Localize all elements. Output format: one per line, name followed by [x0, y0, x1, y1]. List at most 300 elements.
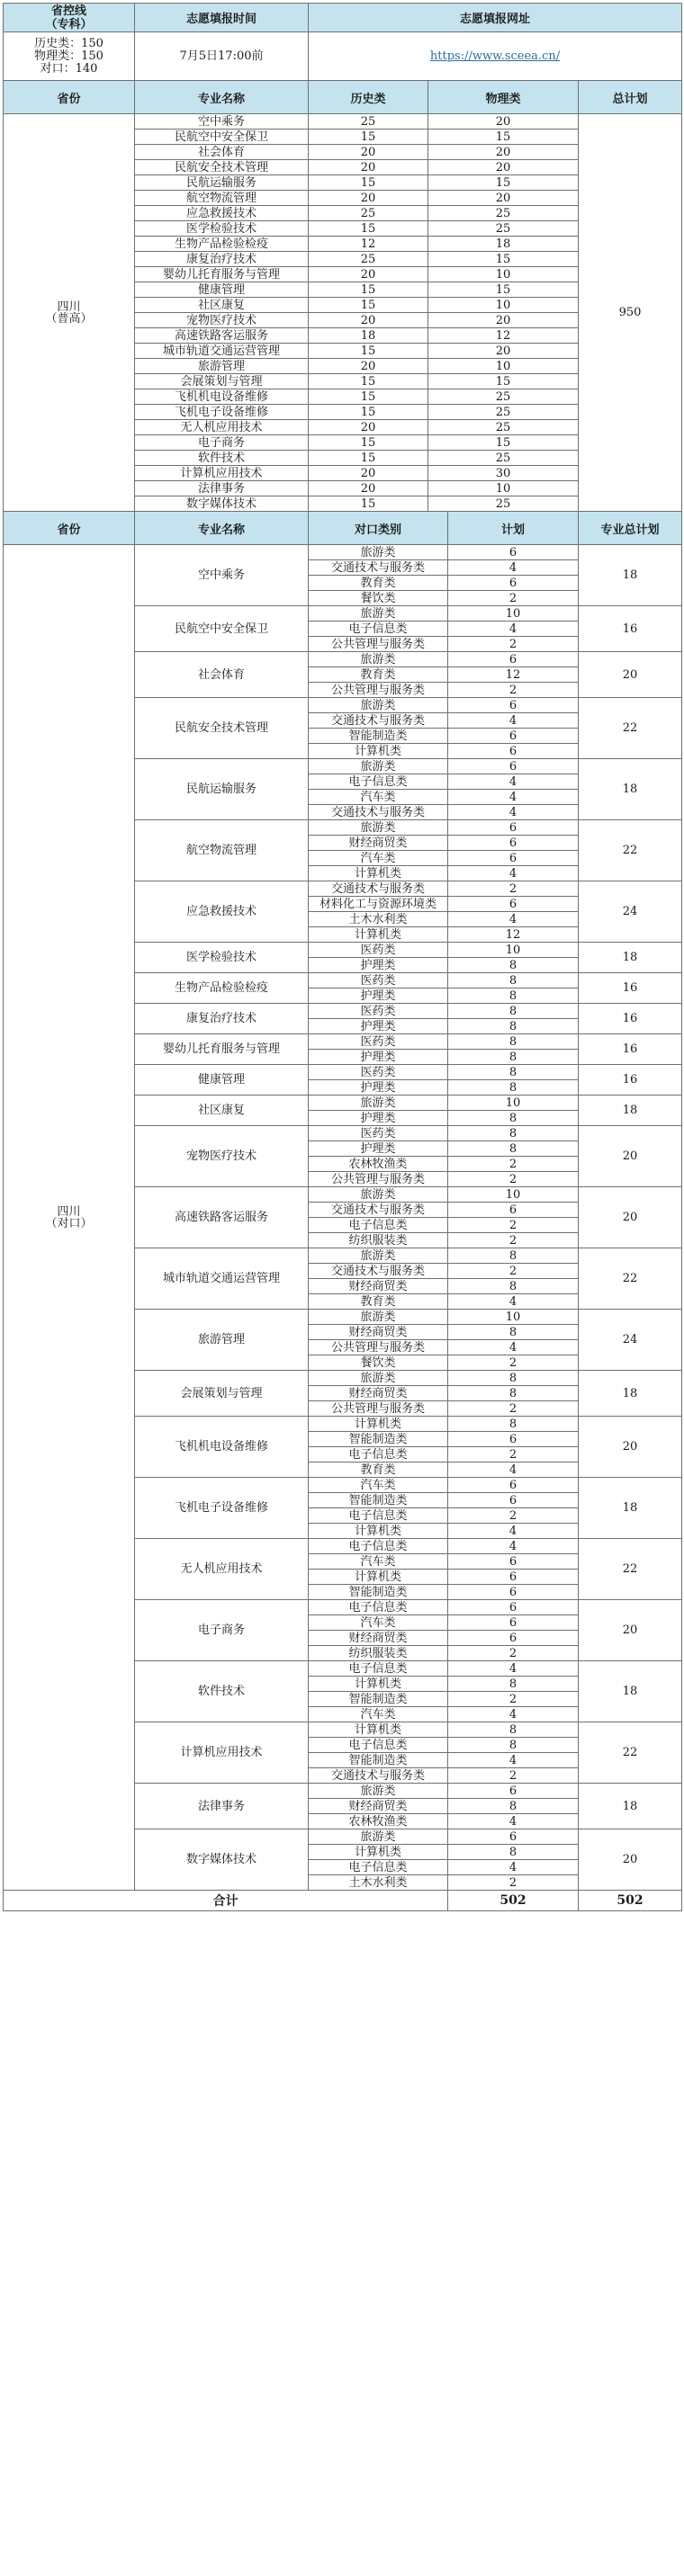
physics-quota: 10: [428, 298, 579, 313]
physics-quota: 15: [428, 435, 579, 451]
major-name: 旅游管理: [135, 1310, 309, 1371]
table-row: [4, 545, 682, 560]
history-quota: 15: [309, 389, 428, 405]
major-name: 健康管理: [135, 282, 309, 298]
major-name: 电子商务: [135, 1600, 309, 1661]
major-name: 会展策划与管理: [135, 1371, 309, 1417]
plan-cell: 4: [448, 912, 579, 927]
physics-quota: 15: [428, 252, 579, 267]
category-cell: 电子信息类: [309, 774, 448, 790]
history-quota: 15: [309, 374, 428, 389]
plan-cell: 6: [448, 729, 579, 744]
major-name: 城市轨道交通运营管理: [135, 1248, 309, 1310]
fill-url-link[interactable]: [309, 32, 682, 81]
history-quota: 25: [309, 252, 428, 267]
plan-cell: 4: [448, 1340, 579, 1355]
major-name: 康复治疗技术: [135, 1004, 309, 1034]
category-cell: 计算机类: [309, 1677, 448, 1692]
category-cell: 医药类: [309, 1034, 448, 1050]
category-cell: 护理类: [309, 1080, 448, 1096]
category-cell: 智能制造类: [309, 1753, 448, 1768]
history-quota: 25: [309, 114, 428, 130]
category-cell: 电子信息类: [309, 1539, 448, 1554]
category-cell: 医药类: [309, 1004, 448, 1019]
province-cell: 四川 （普高）: [4, 114, 135, 512]
major-name: 高速铁路客运服务: [135, 1187, 309, 1248]
plan-cell: 6: [448, 851, 579, 866]
major-name: 应急救援技术: [135, 206, 309, 221]
plan-cell: 10: [448, 943, 579, 958]
total-plan-cell: 950: [579, 114, 682, 512]
plan-cell: 4: [448, 774, 579, 790]
physics-quota: 15: [428, 175, 579, 191]
history-quota: 20: [309, 420, 428, 435]
footer-label: 合计: [4, 1891, 448, 1911]
major-name: 电子商务: [135, 435, 309, 451]
plan-cell: 8: [448, 1126, 579, 1141]
plan-cell: 8: [448, 1738, 579, 1753]
history-quota: 20: [309, 481, 428, 496]
major-total-cell: 18: [579, 759, 682, 820]
category-cell: 计算机类: [309, 1845, 448, 1860]
physics-quota: 20: [428, 145, 579, 160]
category-cell: 土木水利类: [309, 1875, 448, 1891]
history-quota: 15: [309, 451, 428, 466]
category-cell: 公共管理与服务类: [309, 1340, 448, 1355]
plan-cell: 2: [448, 1401, 579, 1417]
category-cell: 交通技术与服务类: [309, 1264, 448, 1279]
major-name: 康复治疗技术: [135, 252, 309, 267]
physics-quota: 25: [428, 420, 579, 435]
major-name: 民航空中安全保卫: [135, 130, 309, 145]
major-name: 航空物流管理: [135, 191, 309, 206]
plan-cell: 8: [448, 1722, 579, 1738]
major-name: 宠物医疗技术: [135, 1126, 309, 1187]
major-total-cell: 24: [579, 881, 682, 943]
major-name: 旅游管理: [135, 359, 309, 374]
major-name: 医学检验技术: [135, 943, 309, 973]
category-cell: 交通技术与服务类: [309, 805, 448, 820]
major-name: 飞机机电设备维修: [135, 1417, 309, 1478]
physics-quota: 25: [428, 496, 579, 512]
vocational-header-row: [4, 512, 682, 545]
history-quota: 20: [309, 160, 428, 175]
category-cell: 医药类: [309, 973, 448, 988]
plan-cell: 2: [448, 1264, 579, 1279]
major-total-cell: 22: [579, 1248, 682, 1310]
category-cell: 汽车类: [309, 851, 448, 866]
header-category: 对口类别: [309, 512, 448, 545]
category-cell: 电子信息类: [309, 1860, 448, 1875]
plan-cell: 4: [448, 1294, 579, 1310]
category-cell: 教育类: [309, 667, 448, 683]
category-cell: 电子信息类: [309, 622, 448, 637]
plan-cell: 4: [448, 1524, 579, 1539]
major-total-cell: 22: [579, 1722, 682, 1784]
major-name: 空中乘务: [135, 545, 309, 606]
header-total-plan: 总计划: [579, 81, 682, 114]
category-cell: 护理类: [309, 1141, 448, 1157]
header-physics: 物理类: [428, 81, 579, 114]
category-cell: 计算机类: [309, 866, 448, 881]
category-cell: 农林牧渔类: [309, 1157, 448, 1172]
category-cell: 护理类: [309, 1111, 448, 1126]
plan-cell: 2: [448, 1233, 579, 1248]
plan-cell: 8: [448, 1080, 579, 1096]
physics-quota: 25: [428, 221, 579, 237]
major-total-cell: 18: [579, 1661, 682, 1722]
major-name: 民航安全技术管理: [135, 698, 309, 759]
plan-cell: 2: [448, 1172, 579, 1187]
plan-cell: 2: [448, 1355, 579, 1371]
table-row: [4, 114, 682, 130]
category-cell: 餐饮类: [309, 591, 448, 606]
category-cell: 护理类: [309, 988, 448, 1004]
category-cell: 电子信息类: [309, 1218, 448, 1233]
plan-cell: 6: [448, 1203, 579, 1218]
major-name: 软件技术: [135, 451, 309, 466]
major-name: 飞机电子设备维修: [135, 405, 309, 420]
category-cell: 旅游类: [309, 606, 448, 622]
category-cell: 餐饮类: [309, 1355, 448, 1371]
history-quota: 15: [309, 435, 428, 451]
category-cell: 计算机类: [309, 1524, 448, 1539]
category-cell: 交通技术与服务类: [309, 560, 448, 576]
plan-cell: 4: [448, 1661, 579, 1677]
plan-cell: 4: [448, 560, 579, 576]
plan-cell: 2: [448, 637, 579, 652]
major-total-cell: 16: [579, 1065, 682, 1096]
category-cell: 医药类: [309, 1065, 448, 1080]
physics-quota: 15: [428, 374, 579, 389]
category-cell: 护理类: [309, 1050, 448, 1065]
category-cell: 旅游类: [309, 1829, 448, 1845]
category-cell: 智能制造类: [309, 729, 448, 744]
plan-cell: 6: [448, 897, 579, 912]
plan-cell: 8: [448, 1677, 579, 1692]
category-cell: 护理类: [309, 1019, 448, 1034]
category-cell: 医药类: [309, 1126, 448, 1141]
plan-cell: 6: [448, 1554, 579, 1570]
history-quota: 15: [309, 221, 428, 237]
major-name: 宠物医疗技术: [135, 313, 309, 328]
header-major-total-plan: 专业总计划: [579, 512, 682, 545]
plan-cell: 6: [448, 576, 579, 591]
category-cell: 交通技术与服务类: [309, 881, 448, 897]
major-total-cell: 16: [579, 1034, 682, 1065]
category-cell: 农林牧渔类: [309, 1814, 448, 1829]
plan-cell: 6: [448, 1570, 579, 1585]
category-cell: 交通技术与服务类: [309, 713, 448, 729]
major-total-cell: 18: [579, 1371, 682, 1417]
physics-quota: 18: [428, 237, 579, 252]
plan-cell: 6: [448, 545, 579, 560]
plan-cell: 2: [448, 1218, 579, 1233]
history-quota: 20: [309, 191, 428, 206]
plan-cell: 8: [448, 988, 579, 1004]
header-province: 省份: [4, 81, 135, 114]
plan-cell: 2: [448, 1646, 579, 1661]
plan-cell: 2: [448, 1508, 579, 1524]
category-cell: 汽车类: [309, 1554, 448, 1570]
category-cell: 汽车类: [309, 1478, 448, 1493]
major-name: 计算机应用技术: [135, 1722, 309, 1784]
history-quota: 18: [309, 328, 428, 344]
plan-cell: 8: [448, 1034, 579, 1050]
plan-cell: 4: [448, 1860, 579, 1875]
plan-cell: 8: [448, 1279, 579, 1294]
major-total-cell: 22: [579, 698, 682, 759]
plan-cell: 6: [448, 698, 579, 713]
vocational-plan-table: [3, 511, 682, 1911]
physics-quota: 30: [428, 466, 579, 481]
history-quota: 20: [309, 145, 428, 160]
major-name: 高速铁路客运服务: [135, 328, 309, 344]
major-name: 计算机应用技术: [135, 466, 309, 481]
major-name: 社会体育: [135, 145, 309, 160]
plan-cell: 6: [448, 1600, 579, 1615]
major-name: 无人机应用技术: [135, 1539, 309, 1600]
major-name: 社区康复: [135, 1096, 309, 1126]
header-fill-time: 志愿填报时间: [135, 4, 309, 32]
physics-quota: 20: [428, 191, 579, 206]
summary-table: [3, 3, 682, 81]
major-total-cell: 20: [579, 1126, 682, 1187]
major-name: 社会体育: [135, 652, 309, 698]
plan-cell: 2: [448, 683, 579, 698]
plan-cell: 6: [448, 759, 579, 774]
major-name: 应急救援技术: [135, 881, 309, 943]
category-cell: 汽车类: [309, 790, 448, 805]
major-total-cell: 20: [579, 1417, 682, 1478]
category-cell: 公共管理与服务类: [309, 637, 448, 652]
physics-quota: 20: [428, 160, 579, 175]
url-text[interactable]: https://www.sceea.cn/: [429, 49, 561, 63]
physics-quota: 20: [428, 313, 579, 328]
plan-cell: 8: [448, 1004, 579, 1019]
category-cell: 计算机类: [309, 1722, 448, 1738]
category-cell: 纺织服装类: [309, 1233, 448, 1248]
category-cell: 教育类: [309, 576, 448, 591]
fill-time-value: 7月5日17:00前: [135, 32, 309, 81]
plan-cell: 6: [448, 836, 579, 851]
category-cell: 汽车类: [309, 1707, 448, 1722]
plan-cell: 6: [448, 1478, 579, 1493]
plan-cell: 6: [448, 1631, 579, 1646]
category-cell: 土木水利类: [309, 912, 448, 927]
history-quota: 25: [309, 206, 428, 221]
plan-cell: 6: [448, 1829, 579, 1845]
plan-cell: 10: [448, 1096, 579, 1111]
physics-quota: 15: [428, 282, 579, 298]
major-name: 会展策划与管理: [135, 374, 309, 389]
history-quota: 15: [309, 298, 428, 313]
major-name: 民航运输服务: [135, 175, 309, 191]
major-total-cell: 16: [579, 606, 682, 652]
major-total-cell: 20: [579, 1829, 682, 1891]
general-plan-table: [3, 80, 682, 512]
major-name: 软件技术: [135, 1661, 309, 1722]
category-cell: 财经商贸类: [309, 1631, 448, 1646]
major-name: 民航空中安全保卫: [135, 606, 309, 652]
plan-cell: 6: [448, 1585, 579, 1600]
plan-cell: 8: [448, 1371, 579, 1386]
physics-quota: 10: [428, 267, 579, 282]
category-cell: 智能制造类: [309, 1692, 448, 1707]
physics-quota: 10: [428, 481, 579, 496]
footer-row: [4, 1891, 682, 1911]
major-total-cell: 22: [579, 1539, 682, 1600]
physics-quota: 25: [428, 389, 579, 405]
major-name: 健康管理: [135, 1065, 309, 1096]
physics-quota: 20: [428, 344, 579, 359]
header-major: 专业名称: [135, 512, 309, 545]
category-cell: 智能制造类: [309, 1432, 448, 1447]
plan-cell: 10: [448, 1187, 579, 1203]
control-line-values: 历史类：150 物理类：150 对口：140: [4, 32, 135, 81]
category-cell: 计算机类: [309, 1417, 448, 1432]
plan-cell: 4: [448, 713, 579, 729]
plan-cell: 8: [448, 1050, 579, 1065]
category-cell: 财经商贸类: [309, 1325, 448, 1340]
major-name: 飞机机电设备维修: [135, 389, 309, 405]
plan-cell: 4: [448, 1539, 579, 1554]
physics-quota: 15: [428, 130, 579, 145]
plan-cell: 10: [448, 1310, 579, 1325]
plan-cell: 12: [448, 667, 579, 683]
category-cell: 智能制造类: [309, 1493, 448, 1508]
category-cell: 财经商贸类: [309, 836, 448, 851]
category-cell: 旅游类: [309, 1096, 448, 1111]
header-fill-url: 志愿填报网址: [309, 4, 682, 32]
category-cell: 汽车类: [309, 1615, 448, 1631]
major-total-cell: 22: [579, 820, 682, 881]
plan-cell: 8: [448, 973, 579, 988]
major-name: 数字媒体技术: [135, 496, 309, 512]
plan-cell: 2: [448, 881, 579, 897]
category-cell: 智能制造类: [309, 1585, 448, 1600]
major-name: 空中乘务: [135, 114, 309, 130]
category-cell: 旅游类: [309, 652, 448, 667]
plan-cell: 4: [448, 1753, 579, 1768]
plan-cell: 6: [448, 652, 579, 667]
major-total-cell: 20: [579, 652, 682, 698]
major-name: 无人机应用技术: [135, 420, 309, 435]
plan-cell: 8: [448, 1325, 579, 1340]
major-name: 婴幼儿托育服务与管理: [135, 1034, 309, 1065]
category-cell: 公共管理与服务类: [309, 683, 448, 698]
plan-cell: 8: [448, 958, 579, 973]
category-cell: 计算机类: [309, 927, 448, 943]
plan-cell: 6: [448, 744, 579, 759]
major-name: 医学检验技术: [135, 221, 309, 237]
major-name: 社区康复: [135, 298, 309, 313]
plan-cell: 10: [448, 606, 579, 622]
plan-cell: 2: [448, 1447, 579, 1462]
plan-cell: 4: [448, 1707, 579, 1722]
plan-cell: 4: [448, 622, 579, 637]
history-quota: 15: [309, 496, 428, 512]
header-province: 省份: [4, 512, 135, 545]
plan-cell: 6: [448, 1432, 579, 1447]
major-total-cell: 24: [579, 1310, 682, 1371]
plan-cell: 8: [448, 1386, 579, 1401]
plan-cell: 4: [448, 1814, 579, 1829]
history-quota: 20: [309, 359, 428, 374]
category-cell: 电子信息类: [309, 1661, 448, 1677]
general-header-row: [4, 81, 682, 114]
category-cell: 公共管理与服务类: [309, 1401, 448, 1417]
major-total-cell: 18: [579, 1784, 682, 1829]
major-name: 法律事务: [135, 481, 309, 496]
plan-cell: 8: [448, 1019, 579, 1034]
plan-cell: 8: [448, 1111, 579, 1126]
header-history: 历史类: [309, 81, 428, 114]
category-cell: 旅游类: [309, 1248, 448, 1264]
plan-cell: 6: [448, 1784, 579, 1799]
category-cell: 电子信息类: [309, 1738, 448, 1753]
plan-cell: 4: [448, 805, 579, 820]
major-total-cell: 18: [579, 545, 682, 606]
header-control-line: 省控线 （专科）: [4, 4, 135, 32]
plan-cell: 2: [448, 1692, 579, 1707]
plan-cell: 6: [448, 1615, 579, 1631]
physics-quota: 25: [428, 206, 579, 221]
history-quota: 12: [309, 237, 428, 252]
history-quota: 20: [309, 313, 428, 328]
physics-quota: 25: [428, 405, 579, 420]
category-cell: 电子信息类: [309, 1508, 448, 1524]
major-name: 航空物流管理: [135, 820, 309, 881]
header-major: 专业名称: [135, 81, 309, 114]
history-quota: 20: [309, 466, 428, 481]
category-cell: 医药类: [309, 943, 448, 958]
footer-plan: 502: [448, 1891, 579, 1911]
major-total-cell: 18: [579, 1478, 682, 1539]
category-cell: 旅游类: [309, 1784, 448, 1799]
plan-cell: 6: [448, 1493, 579, 1508]
plan-cell: 4: [448, 790, 579, 805]
physics-quota: 10: [428, 359, 579, 374]
plan-cell: 8: [448, 1141, 579, 1157]
plan-cell: 8: [448, 1248, 579, 1264]
plan-cell: 12: [448, 927, 579, 943]
category-cell: 教育类: [309, 1294, 448, 1310]
category-cell: 旅游类: [309, 545, 448, 560]
major-name: 飞机电子设备维修: [135, 1478, 309, 1539]
plan-cell: 8: [448, 1845, 579, 1860]
plan-cell: 4: [448, 1462, 579, 1478]
major-total-cell: 20: [579, 1187, 682, 1248]
plan-cell: 2: [448, 1768, 579, 1784]
province-cell: 四川 （对口）: [4, 545, 135, 1891]
category-cell: 财经商贸类: [309, 1799, 448, 1814]
physics-quota: 12: [428, 328, 579, 344]
major-total-cell: 20: [579, 1600, 682, 1661]
category-cell: 计算机类: [309, 744, 448, 759]
major-name: 城市轨道交通运营管理: [135, 344, 309, 359]
major-total-cell: 18: [579, 943, 682, 973]
history-quota: 15: [309, 175, 428, 191]
category-cell: 旅游类: [309, 698, 448, 713]
category-cell: 旅游类: [309, 1371, 448, 1386]
category-cell: 电子信息类: [309, 1447, 448, 1462]
category-cell: 公共管理与服务类: [309, 1172, 448, 1187]
major-name: 生物产品检验检疫: [135, 973, 309, 1004]
plan-cell: 2: [448, 1157, 579, 1172]
header-plan: 计划: [448, 512, 579, 545]
physics-quota: 25: [428, 451, 579, 466]
